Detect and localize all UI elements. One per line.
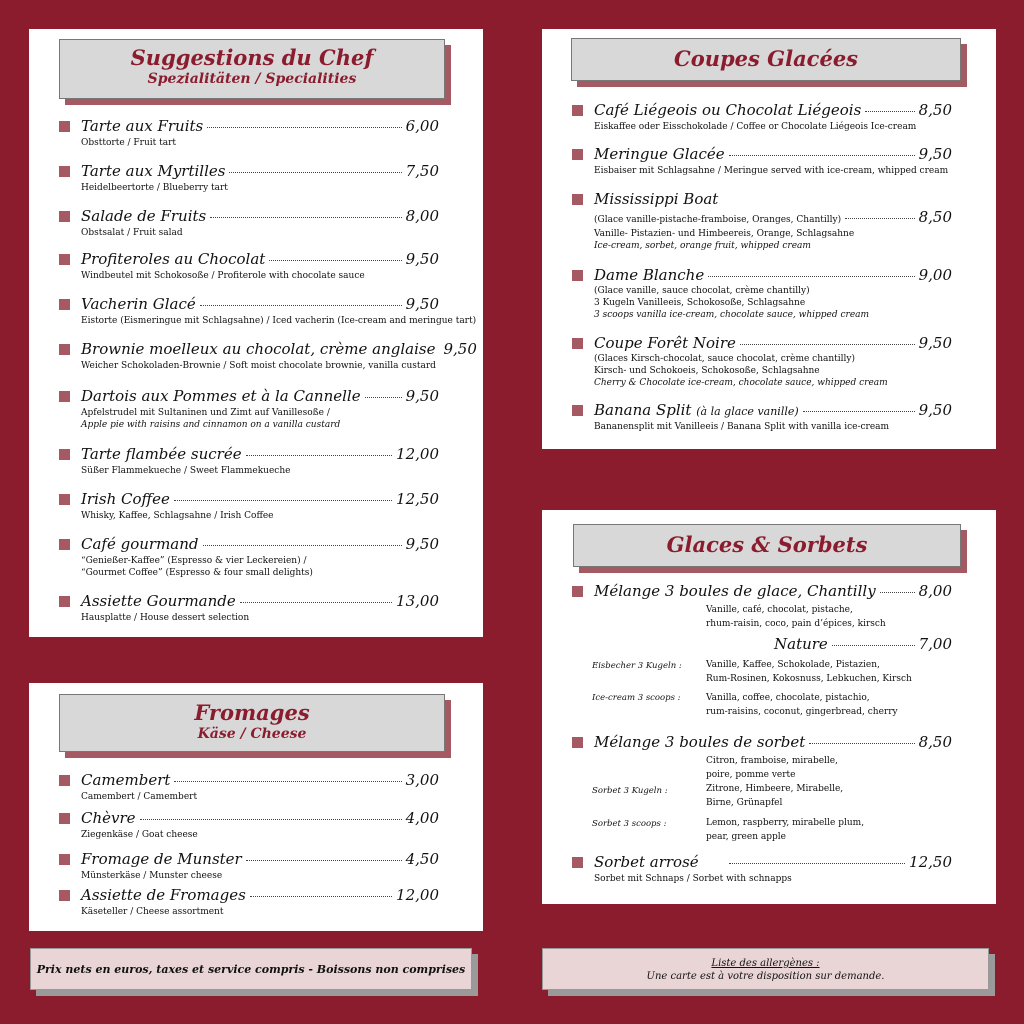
bullet-icon	[59, 254, 70, 265]
chef-subtitle: Spezialitäten / Specialities	[147, 71, 357, 87]
bullet-icon	[59, 211, 70, 222]
bullet-icon	[59, 121, 70, 132]
glaces-list: Mélange 3 boules de glace, Chantilly 8,00 Vanille, café, chocolat, pistache, rhum-raisin, coco, pain d’épices, kirsch Nature 7,00 Eisbecher 3 Kugeln : Vanille, Kaffee, Schokolade, Pistazien, Rum-Rosinen, Kokosnuss, Lebkuchen, Kirsch Ice-cream 3 scoops : Vanilla, coffee, chocolate, pistachio, rum-raisins, coconut, gingerbread, cherry Mélange 3 boules de sorbet 8,50 Citron, framboise, mirabelle, poire, pomme verte Sorbet 3 Kugeln : Zitrone, Himbeere, Mirabelle, Birne, Grünapfel Sorbet 3 scoops : Lemon, raspberry, mirabelle plum, pear, green apple Sorbet arrosé 12,50 Sorbet mit Schnaps / Sorbet with schnapps	[572, 582, 952, 904]
bullet-icon	[59, 596, 70, 607]
prices-note: Prix nets en euros, taxes et service compris - Boissons non comprises	[30, 948, 472, 990]
fromages-header	[59, 694, 445, 752]
chef-title: Suggestions du Chef	[130, 45, 374, 70]
bullet-icon	[59, 344, 70, 355]
bullet-icon	[59, 539, 70, 550]
coupes-panel	[542, 29, 996, 449]
bullet-icon	[572, 338, 583, 349]
fromages-title: Fromages	[194, 700, 310, 725]
allergens-note	[542, 948, 989, 990]
bullet-icon	[572, 270, 583, 281]
fromages-subtitle: Käse / Cheese	[197, 726, 307, 742]
fromages-panel	[29, 683, 483, 931]
bullet-icon	[572, 405, 583, 416]
bullet-icon	[59, 854, 70, 865]
bullet-icon	[59, 449, 70, 460]
coupes-list: Café Liégeois ou Chocolat Liégeois 8,50 Eiskaffee oder Eisschokolade / Coffee or Chocolate Liégeois Ice-cream Meringue Glacée 9,50 Eisbaiser mit Schlagsahne / Meringue served with ice-cream, whipped cream Mississippi Boat (Glace vanille-pistache-framboise, Oranges, Chantilly) 8,50 Vanille- Pistazien- und Himbeereis, Orange, Schlagsahne Ice-cream, sorbet, orange fruit, whipped cream Dame Blanche 9,00 (Glace vanille, sauce chocolat, crème chantilly) 3 Kugeln Vanilleeis, Schokosoße, Schlagsahne 3 scoops vanilla ice-cream, chocolate sauce, whipped cream Coupe Forêt Noire 9,50 (Glaces Kirsch-chocolat, sauce chocolat, crème chantilly) Kirsch- und Schokoeis, Schokosoße, Schlagsahne Cherry & Chocolate ice-cream, chocolate sauce, whipped cream Banana Split (à la glace vanille) 9,50 Bananensplit mit Vanilleeis / Banana Split with vanilla ice-cream	[572, 101, 952, 449]
allergens-text: Une carte est à votre disposition sur demande.	[646, 971, 885, 982]
allergens-title: Liste des allergènes :	[711, 958, 820, 969]
glaces-header	[573, 524, 961, 567]
bullet-icon	[572, 149, 583, 160]
bullet-icon	[59, 813, 70, 824]
chef-header	[59, 39, 445, 99]
bullet-icon	[59, 494, 70, 505]
bullet-icon	[572, 586, 583, 597]
bullet-icon	[59, 299, 70, 310]
bullet-icon	[59, 775, 70, 786]
chef-list: Tarte aux Fruits 6,00 Obsttorte / Fruit tart Tarte aux Myrtilles 7,50 Heidelbeertorte / Blueberry tart Salade de Fruits 8,00 Obstsalat / Fruit salad Profiteroles au Chocolat 9,50 Windbeutel mit Schokosoße / Profiterole with chocolate sauce Vacherin Glacé 9,50 Eistorte (Eismeringue mit Schlagsahne) / Iced vacherin (Ice-cream and meringue tart) Brownie moelleux au chocolat, crème anglaise 9,50 Weicher Schokoladen-Brownie / Soft moist chocolate brownie, vanilla custard Dartois aux Pommes et à la Cannelle 9,50 Apfelstrudel mit Sultaninen und Zimt auf Vanillesoße / Apple pie with raisins and cinnamon on a vanilla custard Tarte flambée sucrée 12,00 Süßer Flammekueche / Sweet Flammekueche Irish Coffee 12,50 Whisky, Kaffee, Schlagsahne / Irish Coffee Café gourmand 9,50 “Genießer-Kaffee” (Espresso & vier Leckereien) / “Gourmet Coffee” (Espresso & four small delights) Assiette Gourmande 13,00 Hausplatte / House dessert selection	[59, 117, 439, 637]
bullet-icon	[59, 890, 70, 901]
bullet-icon	[59, 391, 70, 402]
glaces-panel	[542, 510, 996, 904]
bullet-icon	[572, 857, 583, 868]
bullet-icon	[572, 105, 583, 116]
coupes-header	[571, 38, 961, 81]
fromages-list: Camembert 3,00 Camembert / Camembert Chèvre 4,00 Ziegenkäse / Goat cheese Fromage de Munster 4,50 Münsterkäse / Munster cheese Assiette de Fromages 12,00 Käseteller / Cheese assortment	[59, 771, 439, 931]
coupes-title: Coupes Glacées	[673, 46, 859, 71]
bullet-icon	[572, 194, 583, 205]
bullet-icon	[59, 166, 70, 177]
bullet-icon	[572, 737, 583, 748]
chef-panel	[29, 29, 483, 637]
glaces-title: Glaces & Sorbets	[666, 532, 868, 557]
